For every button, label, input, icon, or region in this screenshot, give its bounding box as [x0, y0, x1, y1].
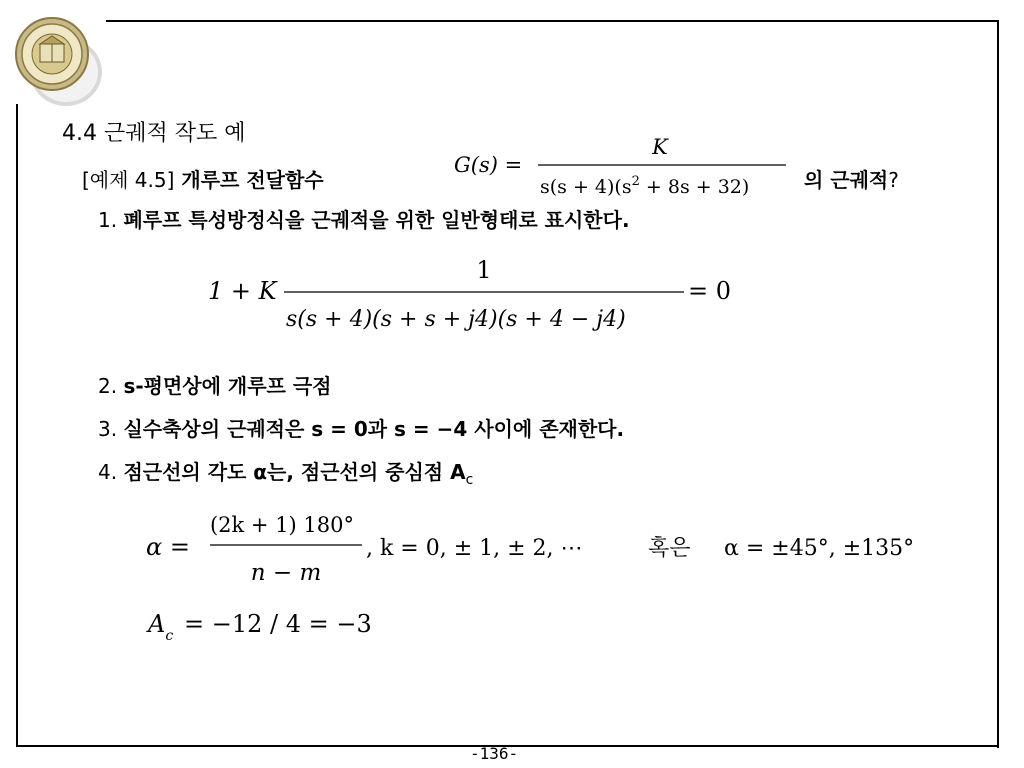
example-description: 개루프 전달함수 [181, 168, 324, 192]
step-2-text: s-평면상에 개루프 극점 [123, 374, 332, 398]
transfer-function-formula [448, 130, 798, 204]
step-3-number: 3. [98, 417, 118, 441]
transfer-function-denominator: $s(s + 4)(s^2 + 8s + 32)$ [540, 174, 750, 198]
section-heading: 4.4 근궤적 작도 예 [62, 121, 246, 146]
transfer-function-numerator: K [652, 135, 668, 159]
asymptote-angle-formula [140, 500, 960, 592]
example-question-mark: ? [888, 168, 899, 192]
centroid-formula [140, 600, 400, 650]
angle-formula-or-word: 혹은 [648, 536, 691, 561]
angle-formula-k-values: , k = 0, ± 1, ± 2, ⋯ [366, 536, 583, 561]
step-3 [98, 413, 624, 442]
step-1-number: 1. [98, 208, 118, 232]
characteristic-equation [200, 250, 760, 340]
char-eq-denominator: s(s + 4)(s + s + j4)(s + 4 − j4) [286, 307, 626, 332]
page-number: -136- [470, 744, 519, 763]
example-suffix-text: 의 근궤적 [804, 168, 889, 192]
step-2-number: 2. [98, 374, 118, 398]
frame-right-border [997, 20, 999, 748]
angle-formula-numerator: (2k + 1) 180° [209, 513, 355, 537]
university-seal-logo [8, 10, 104, 106]
angle-formula-lhs: α = [146, 533, 190, 561]
example-number: [예제 4.5] [82, 168, 175, 192]
char-eq-rhs: = 0 [688, 277, 732, 305]
example-label [82, 164, 324, 193]
step-4 [98, 456, 473, 488]
angle-formula-result: α = ±45°, ±135° [724, 536, 915, 561]
example-suffix [804, 164, 899, 193]
step-1-text: 폐루프 특성방정식을 근궤적을 위한 일반형태로 표시한다. [123, 208, 630, 232]
step-4-text: 점근선의 각도 α는, 점근선의 중심점 A [123, 460, 466, 484]
centroid-lhs: $A_c$ [148, 610, 174, 644]
step-3-text: 실수축상의 근궤적은 s = 0과 s = −4 사이에 존재한다. [123, 417, 625, 441]
angle-formula-denominator: n − m [250, 560, 322, 586]
step-2 [98, 370, 331, 399]
step-4-subscript: c [465, 472, 474, 488]
step-1 [98, 204, 630, 233]
centroid-rhs: = −12 / 4 = −3 [184, 610, 372, 638]
frame-left-border [16, 104, 18, 747]
step-4-number: 4. [98, 460, 118, 484]
char-eq-numerator: 1 [476, 256, 492, 284]
transfer-function-lhs: G(s) = [454, 153, 523, 177]
frame-top-border [106, 20, 999, 22]
char-eq-lhs: 1 + K [208, 277, 277, 305]
